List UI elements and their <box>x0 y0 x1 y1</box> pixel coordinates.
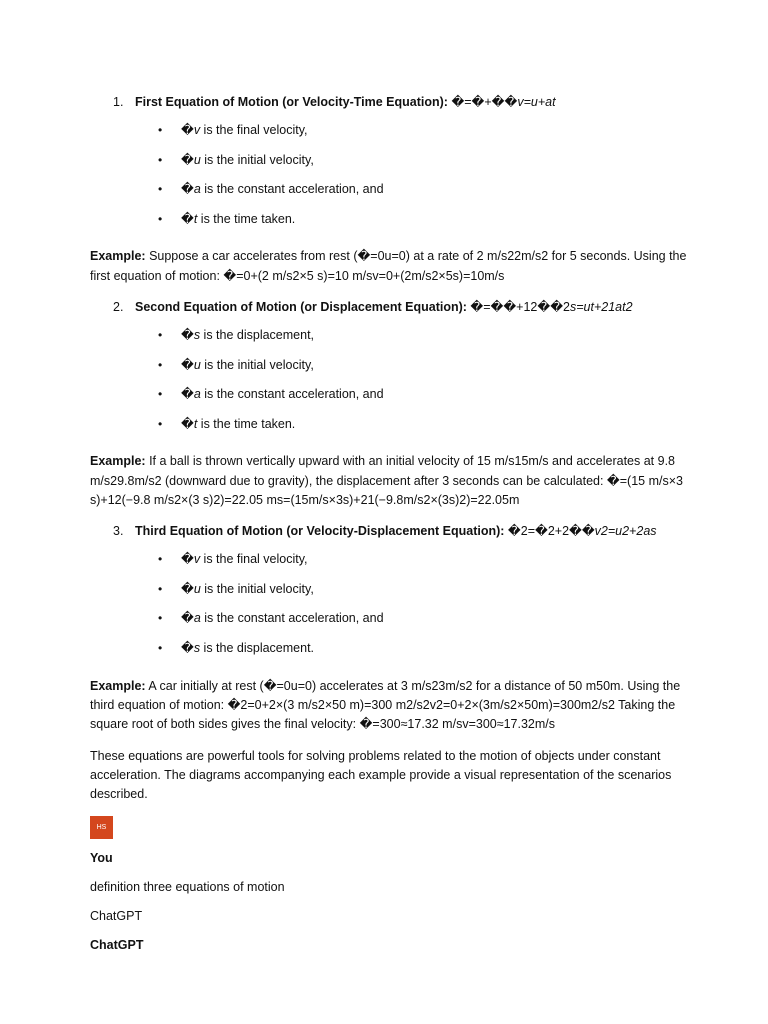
variable-symbol: � <box>181 581 194 596</box>
equation-3-formula-italic: v2=u2+2as <box>594 524 657 539</box>
user-message: definition three equations of motion <box>90 880 285 895</box>
equation-3-example <box>90 677 690 735</box>
list-item <box>90 639 690 669</box>
assistant-label: ChatGPT <box>90 909 143 924</box>
variable-name: a <box>193 387 201 402</box>
list-item <box>90 121 690 151</box>
variable-symbol: � <box>181 211 194 226</box>
variable-symbol: � <box>181 552 194 567</box>
variable-symbol: � <box>181 182 194 197</box>
variable-name: u <box>193 357 201 372</box>
variable-name: u <box>193 152 201 167</box>
variable-symbol: � <box>181 327 194 342</box>
equation-1-heading <box>90 93 690 111</box>
list-item <box>90 550 690 580</box>
equation-3-number: 3. <box>113 524 124 539</box>
variable-description: is the initial velocity, <box>200 581 314 596</box>
variable-symbol: � <box>181 611 194 626</box>
example-text: Suppose a car accelerates from rest (�=0u=0) at a rate of 2 m/s22m/s2 for 5 seconds. Using the first equation of motion: �=0+(2 m/s2×5 s)=10 m/sv=0+(2m/s2×5s)=10m/s <box>90 249 687 283</box>
equation-3-title: Third Equation of Motion (or Velocity-Displacement Equation): <box>135 524 505 539</box>
variable-symbol: � <box>181 123 194 137</box>
list-item <box>90 580 690 610</box>
variable-symbol: � <box>181 416 194 431</box>
equation-2-number: 2. <box>113 299 124 314</box>
variable-description: is the initial velocity, <box>200 357 314 372</box>
equation-2-heading <box>90 298 690 316</box>
variable-name: v <box>193 552 201 567</box>
equation-2-formula-italic: s=ut+21at2 <box>569 299 633 314</box>
variable-name: t <box>193 211 198 226</box>
equation-3-variable-list <box>90 550 690 668</box>
variable-name: t <box>193 416 198 431</box>
variable-name: a <box>193 611 201 626</box>
equation-2-example <box>90 452 690 510</box>
variable-symbol: � <box>181 387 194 402</box>
variable-description: is the displacement, <box>200 327 315 342</box>
variable-name: u <box>193 581 201 596</box>
variable-symbol: � <box>181 357 194 372</box>
equation-2-variable-list <box>90 326 690 444</box>
variable-description: is the time taken. <box>197 416 296 431</box>
variable-description: is the displacement. <box>200 641 315 656</box>
variable-description: is the initial velocity, <box>200 152 314 167</box>
list-item <box>90 415 690 445</box>
example-label: Example: <box>90 678 146 693</box>
example-label: Example: <box>90 249 146 264</box>
equation-1-title: First Equation of Motion (or Velocity-Time Equation): <box>135 95 448 109</box>
variable-description: is the constant acceleration, and <box>200 387 384 402</box>
variable-name: a <box>193 182 201 197</box>
equation-2-title: Second Equation of Motion (or Displacement Equation): <box>135 299 467 314</box>
variable-description: is the constant acceleration, and <box>200 611 384 626</box>
list-item <box>90 356 690 386</box>
list-item <box>90 609 690 639</box>
variable-name: s <box>193 327 201 342</box>
document-content <box>90 93 690 965</box>
equation-1-formula: �=�+�� <box>447 95 518 109</box>
example-text: If a ball is thrown vertically upward with an initial velocity of 15 m/s15m/s and accelerates at 9.8 m/s29.8m/s2 (downward due to gravity), the displacement after 3 seconds can be calculated: �=(15 m/s×3 s)+12(−9.8 m/s2×(3 s)2)=22.05 ms=(15m/s×3s)+21(−9.8m/s2×(3s)2)=22.05m <box>90 454 683 507</box>
variable-symbol: � <box>181 641 194 656</box>
variable-symbol: � <box>181 152 194 167</box>
closing-paragraph: These equations are powerful tools for solving problems related to the motion of objects under constant acceleration. The diagrams accompanying each example provide a visual representation of the scenarios described. <box>90 748 672 802</box>
variable-description: is the constant acceleration, and <box>200 182 384 197</box>
example-text: A car initially at rest (�=0u=0) accelerates at 3 m/s23m/s2 for a distance of 50 m50m. Using the third equation of motion: �2=0+2×(3 m/s2×50 m)=300 m2/s2v2=0+2×(3m/s2×50m)=300m2/s2 Taking the square root of both sides gives the final velocity: �=300≈17.32 m/sv=300≈17.32m/s <box>90 678 681 732</box>
variable-name: v <box>193 123 201 137</box>
equation-1-variable-list <box>90 121 690 239</box>
variable-name: s <box>193 641 201 656</box>
equation-2-formula: �=��+12��2 <box>466 299 570 314</box>
variable-description: is the time taken. <box>197 211 296 226</box>
list-item <box>90 385 690 415</box>
equation-3-formula: �2=�2+2�� <box>504 524 595 539</box>
equation-1-formula-italic: v=u+at <box>517 95 556 109</box>
list-item <box>90 151 690 181</box>
variable-description: is the final velocity, <box>200 123 308 137</box>
equation-3-heading <box>90 522 690 540</box>
variable-description: is the final velocity, <box>200 552 308 567</box>
equation-1-number: 1. <box>113 95 124 109</box>
equation-1-example <box>90 247 690 286</box>
list-item <box>90 210 690 240</box>
example-label: Example: <box>90 454 146 469</box>
user-avatar: HS <box>90 816 113 839</box>
assistant-label-bold: ChatGPT <box>90 938 144 953</box>
list-item <box>90 180 690 210</box>
list-item <box>90 326 690 356</box>
user-label: You <box>90 851 113 866</box>
